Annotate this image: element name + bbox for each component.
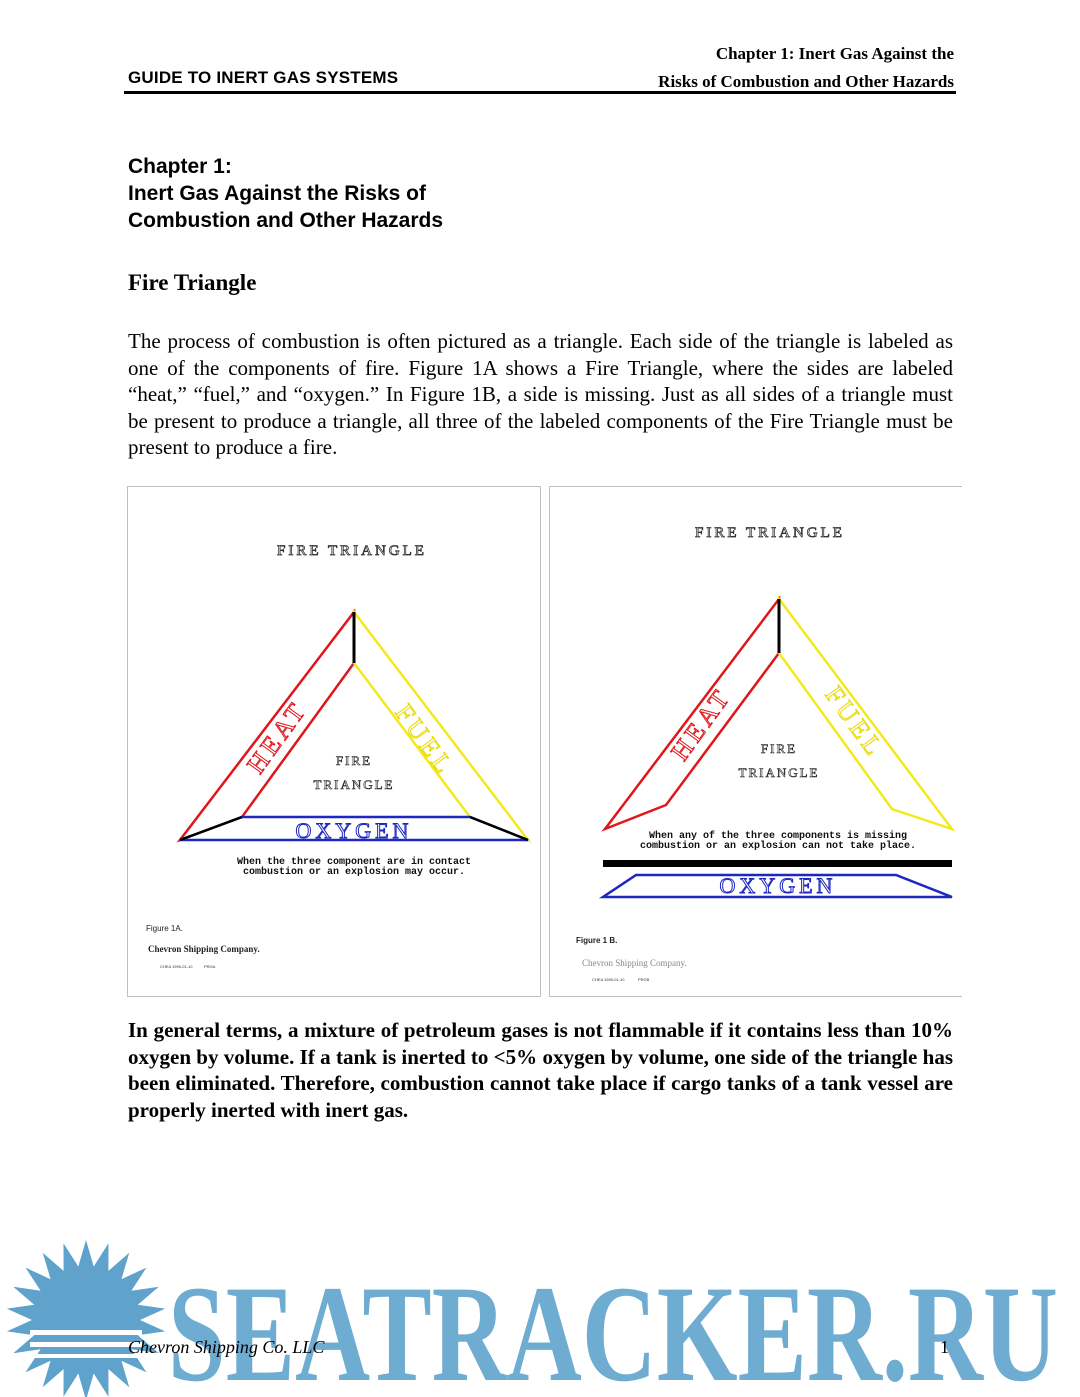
watermark-text: SEATRACKER.RU — [168, 1257, 1058, 1397]
figure-1a — [127, 486, 541, 997]
figure-1a-oxygen-label: OXYGEN — [295, 818, 413, 843]
figure-1a-code2: PRGA — [204, 964, 216, 969]
footer-company: Chevron Shipping Co. LLC — [128, 1337, 325, 1357]
figure-1b-caption-line1: When any of the three components is missing — [648, 831, 908, 842]
figure-1a-fuel-label: FUEL — [389, 698, 461, 782]
figure-1b-label: Figure 1 B. — [576, 936, 618, 945]
figure-1a-caption-line2: combustion or an explosion may occur. — [242, 867, 466, 878]
running-header-chapter — [658, 40, 954, 96]
figure-1a-code: CHEA 1995-01-10 — [160, 964, 193, 969]
running-header-chapter-line1: Chapter 1: Inert Gas Against the — [715, 44, 954, 63]
figure-1a-center-line2: TRIANGLE — [313, 777, 395, 792]
figure-1a-fuel-side — [354, 612, 528, 840]
figure-1a-company: Chevron Shipping Company. — [148, 944, 260, 954]
figure-1b-center-line1: FIRE — [760, 741, 798, 756]
figure-1b — [549, 486, 962, 997]
running-header-title: GUIDE TO INERT GAS SYSTEMS — [128, 68, 399, 87]
figure-1b-caption-line2: combustion or an explosion can not take place. — [639, 841, 917, 852]
figure-1b-fuel-label: FUEL — [819, 680, 891, 764]
chapter-title-line2: Inert Gas Against the Risks of — [128, 182, 426, 205]
figure-1b-heat-label: HEAT — [665, 682, 738, 766]
header-rule — [124, 91, 956, 94]
figure-1a-label: Figure 1A. — [146, 924, 183, 933]
chapter-title — [128, 153, 443, 234]
chapter-title-line3: Combustion and Other Hazards — [128, 209, 444, 232]
figure-1b-code: CHEA 1995-01-10 — [592, 977, 625, 982]
page-number: 1 — [940, 1337, 949, 1357]
figure-1a-center-line1: FIRE — [335, 753, 373, 768]
figure-1b-company: Chevron Shipping Company. — [582, 958, 687, 968]
figure-1b-oxygen-label: OXYGEN — [719, 873, 837, 898]
chapter-title-line1: Chapter 1: — [128, 155, 232, 178]
inerting-paragraph: In general terms, a mixture of petroleum gases is not flammable if it contains less than 10% oxygen by volume. If a tank is inerted to <5% oxygen by volume, one side of the triangle has been eliminated. Therefore, combustion cannot take place if cargo tanks of a tank vessel are properly inerted with inert gas. — [128, 1018, 953, 1122]
section-title: Fire Triangle — [128, 270, 257, 295]
intro-paragraph: The process of combustion is often pictured as a triangle. Each side of the triangle is labeled as one of the components of fire. Figure 1A shows a Fire Triangle, where the sides are labeled “heat,” “fuel,” and “oxygen.” In Figure 1B, a side is missing. Just as all sides of a triangle must be present to produce a triangle, all three of the labeled components of the Fire Triangle must be present to produce a fire. — [128, 329, 953, 460]
figure-1b-barrier-bar — [603, 860, 952, 867]
watermark — [0, 1238, 1080, 1397]
sun-logo-icon — [7, 1240, 165, 1397]
figure-1a-caption-line1: When the three component are in contact — [236, 857, 472, 868]
figure-1b-code2: PRGB — [638, 977, 650, 982]
figure-1b-drawing — [550, 487, 962, 996]
running-header-chapter-line2: Risks of Combustion and Other Hazards — [658, 72, 954, 91]
figure-1a-drawing — [128, 487, 540, 996]
figure-1a-title: FIRE TRIANGLE — [277, 543, 427, 559]
figure-1b-title: FIRE TRIANGLE — [695, 525, 845, 541]
figure-1a-heat-label: HEAT — [241, 695, 314, 779]
figure-1b-center-line2: TRIANGLE — [738, 765, 820, 780]
